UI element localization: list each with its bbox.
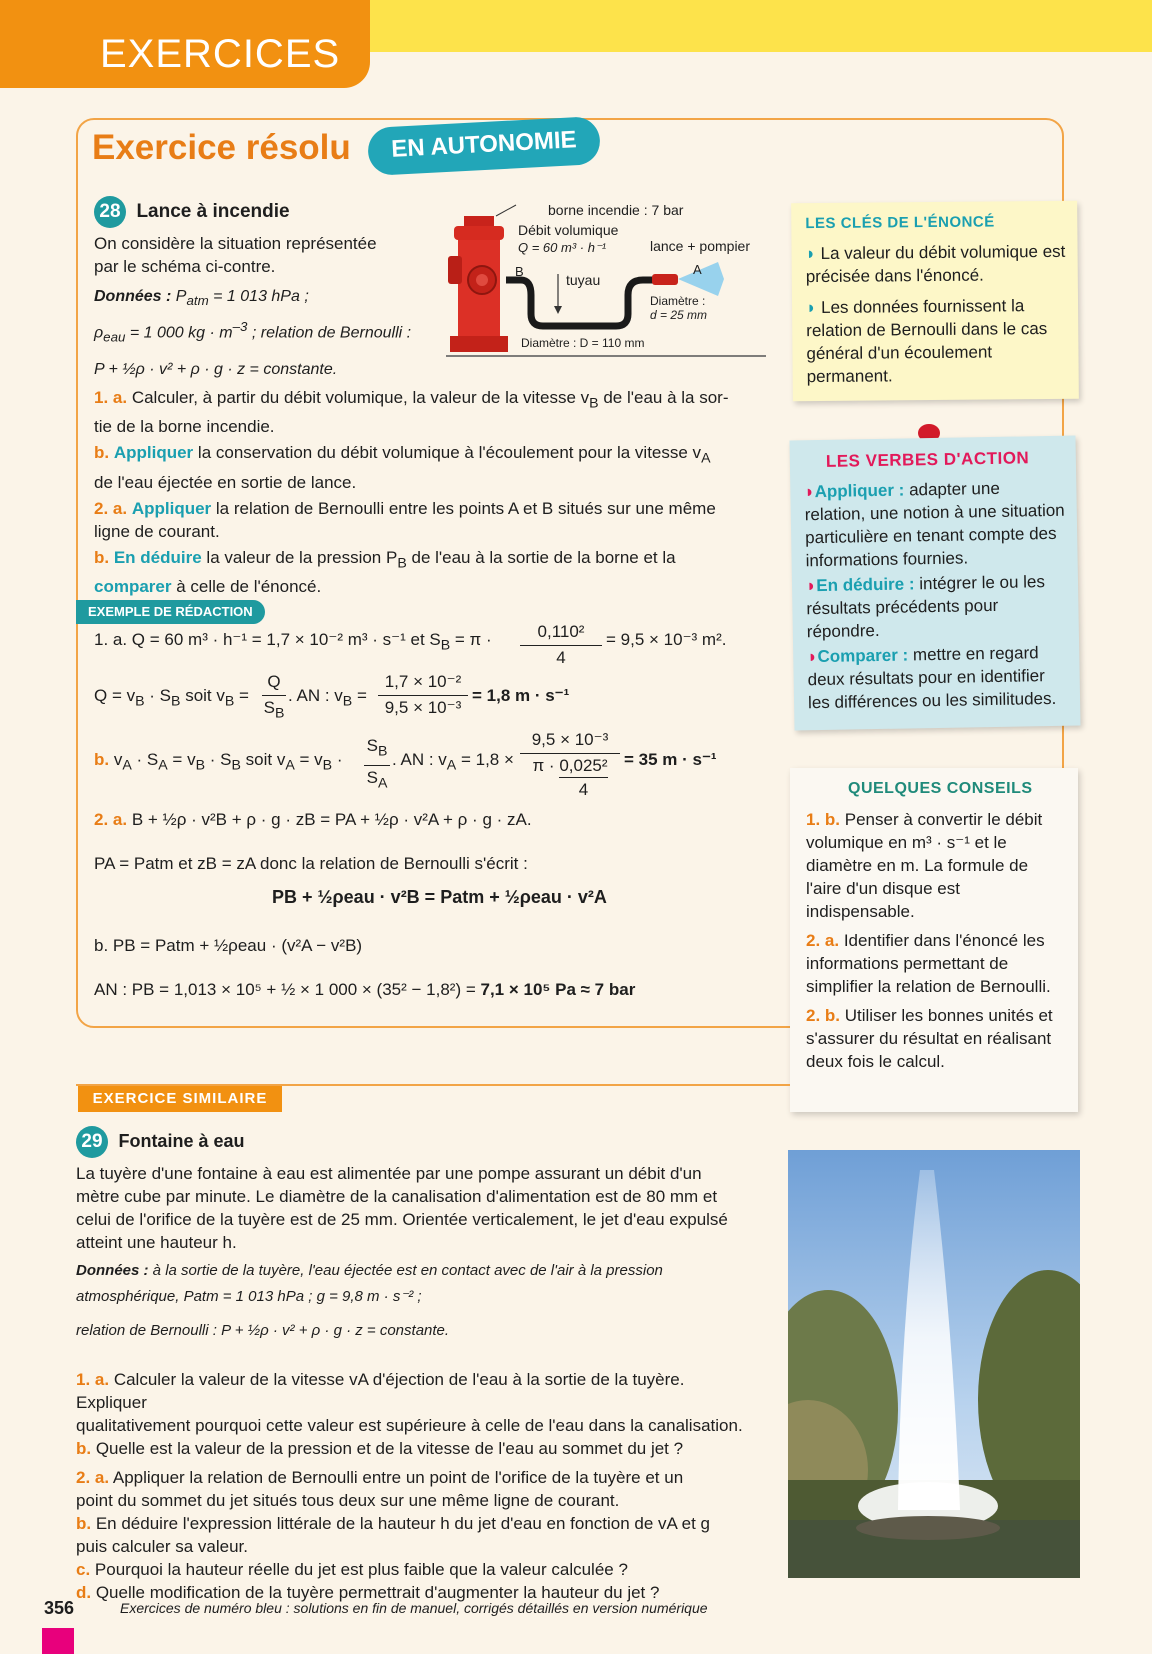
redaction-line-2-result: = 1,8 m · s⁻¹ <box>472 686 570 705</box>
redaction-line-3-an: . AN : $v_A = 1,8$ × <box>392 750 514 774</box>
exercise-29-data: Données : à la sortie de la tuyère, l'eau éjectée est en contact avec de l'air à la pression atmosphérique, Patm = 1 013 hPa ; g = 9,8 m · s⁻² ; relation de Bernoulli : P + ½ρ · v² + ρ · g · z = constante. <box>76 1262 663 1339</box>
question-1b: b. Appliquer la conservation du débit volumique à l'écoulement pour la vitesse $v_A$ <box>94 443 711 467</box>
verb-en-deduire: ◗En déduire : intégrer le ou les résultats précédents pour répondre. <box>805 572 1046 642</box>
diagram-label-debit-value: Q = 60 m³ · h⁻¹ <box>518 240 607 255</box>
exercise-28-data: Données : $P_{atm} = 1$ 013 hPa ; $\rho_{eau} = 1$ 000 kg · $m^{-3}$ ; relation de Bernoulli : P + ½ρ · v² + ρ · g · z = constante. <box>94 284 454 383</box>
autonomie-badge: EN AUTONOMIE <box>367 116 601 176</box>
redaction-line-2: $Q = v_B \cdot S_B$ soit $v_B$ = <box>94 686 249 710</box>
exercise-number-badge: 29 <box>76 1126 108 1158</box>
redaction-tag: EXEMPLE DE RÉDACTION <box>76 600 265 624</box>
fraction-area-sb: 0,110² 4 <box>520 620 602 669</box>
redaction-line-5: PA = Patm et zB = zA donc la relation de Bernoulli s'écrit : <box>94 854 528 873</box>
exercise-29-statement: La tuyère d'une fontaine à eau est alimentée par une pompe assurant un débit d'un mètre cube par minute. Le diamètre de la canalisation d'alimentation est de 80 mm et celui de l'orifice de la tuyère est de 25 mm. Orientée verticalement, le jet d'eau expulsé atteint une hauteur h. <box>76 1164 728 1252</box>
advice-note: QUELQUES CONSEILS 1. b. Penser à convertir le débit volumique en m³ · s⁻¹ et le diamètre en m. La formule de l'aire d'un disque est indispensable. 2. a. Identifier dans l'énoncé les informations permettant de simplifier la relation de Bernoulli. 2. b. Utiliser les bonnes unités et s'assurer du résultat en réalisant deux fois le calcul. <box>790 768 1078 1112</box>
diagram-label-big-diameter: Diamètre : D = 110 mm <box>521 336 645 350</box>
diagram-label-small-diameter: Diamètre : d = 25 mm <box>650 294 708 322</box>
fountain-photo <box>788 1150 1080 1578</box>
footer-color-mark <box>42 1628 74 1654</box>
fraction-sb-sa: $S_B$ $S_A$ <box>364 734 390 796</box>
section-title: EXERCICES <box>100 32 341 76</box>
exercise-28-intro: On considère la situation représentée par le schéma ci-contre. <box>94 234 377 276</box>
exercise-28-questions: 1. a. Calculer, à partir du débit volumique, la valeur de la vitesse $v_B$ de l'eau à la sor- tie de la borne incendie. b. Appliquer la conservation du débit volumique à l'écoulement pour la vitesse $v_A$ de l'eau éjectée en sortie de lance. 2. a. Appliquer la relation de Bernoulli entre les points A et B situés sur une même ligne de courant. b. En déduire la valeur de la pression $P_B$ de l'eau à la sortie de la borne et la comparer à celle de l'énoncé. <box>94 386 754 598</box>
diagram-label-borne: borne incendie : 7 bar <box>548 202 684 218</box>
exercise-title: Fontaine à eau <box>118 1131 245 1151</box>
exercise-title: Lance à incendie <box>136 201 290 222</box>
advice-2a: 2. a. Identifier dans l'énoncé les informations permettant de simplifier la relation de Bernoulli. <box>806 931 1051 996</box>
diagram-point-a: A <box>693 262 702 277</box>
advice-1b: 1. b. Penser à convertir le débit volumique en m³ · s⁻¹ et le diamètre en m. La formule de l'aire d'un disque est indispensable. <box>806 810 1043 921</box>
fraction-vb: 1,7 × 10⁻² 9,5 × 10⁻³ <box>378 670 468 719</box>
verb-comparer: ◗Comparer : mettre en regard deux résultats pour en identifier les différences ou les similitudes. <box>807 643 1057 713</box>
exercise-number-badge: 28 <box>94 196 126 228</box>
exercise-29-header <box>76 1126 244 1158</box>
bernoulli-formula: P + ½ρ · v² + ρ · g · z = constante. <box>94 360 338 378</box>
page-number: 356 <box>44 1598 75 1618</box>
diagram-label-lance: lance + pompier <box>650 238 751 254</box>
resolved-exercise-title: Exercice résolu <box>92 128 351 167</box>
redaction-line-6: PB + ½ρeau · v²B = Patm + ½ρeau · v²A <box>272 887 607 907</box>
footer-note: Exercices de numéro bleu : solutions en fin de manuel, corrigés détaillés en version numérique <box>120 1600 708 1616</box>
redaction-line-3-result: = 35 m · s⁻¹ <box>624 750 717 769</box>
fraction-va: 9,5 × 10⁻³ π · $\frac{\text{0,025²}}{4}$ <box>520 728 620 801</box>
advice-2b: 2. b. Utiliser les bonnes unités et s'assurer du résultat en réalisant deux fois le calcul. <box>806 1006 1053 1071</box>
redaction-line-1-result: = 9,5 × 10⁻³ m². <box>606 630 727 649</box>
verb-appliquer: ◗Appliquer : adapter une relation, une notion à une situation particulière en tenant compte des informations fournies. <box>804 478 1065 571</box>
question-2b: b. En déduire la valeur de la pression $P_B$ de l'eau à la sortie de la borne et la <box>94 547 676 572</box>
keys-note: LES CLÉS DE L'ÉNONCÉ ◗ La valeur du débit volumique est précisée dans l'énoncé. ◗ Les données fournissent la relation de Bernoulli dans le cas général d'un écoulement permanent. <box>791 201 1079 401</box>
redaction-line-8: AN : PB = 1,013 × 10⁵ + ½ × 1 000 × (35² − 1,8²) = 7,1 × 10⁵ Pa ≈ 7 bar <box>94 980 636 999</box>
redaction-line-7: b. PB = Patm + ½ρeau · (v²A − v²B) <box>94 936 363 955</box>
similar-exercise-tag: EXERCICE SIMILAIRE <box>78 1086 282 1112</box>
question-2a: 2. a. Appliquer la relation de Bernoulli entre les points A et B situés sur une même <box>94 498 716 518</box>
keys-point-2: ◗ Les données fournissent la relation de Bernoulli dans le cas général d'un écoulement permanent. <box>805 296 1048 387</box>
redaction-line-2-an: . AN : $v_B$ = <box>288 686 367 710</box>
action-verbs-note: LES VERBES D'ACTION ◗Appliquer : adapter une relation, une notion à une situation particulière en tenant compte des informations fournies. ◗En déduire : intégrer le ou les résultats précédents pour répondre. ◗Comparer : mettre en regard deux résultats pour en identifier les différences ou les similitudes. <box>789 436 1080 731</box>
fraction-q-sb: Q $S_B$ <box>262 670 286 725</box>
redaction-line-3: b. $v_A \cdot S_A = v_B \cdot S_B$ soit $v_A = v_B$ · <box>94 750 343 774</box>
diagram-point-b: B <box>515 264 524 279</box>
diagram-label-tuyau: tuyau <box>566 272 601 288</box>
exercise-28-header <box>94 196 290 228</box>
exercise-29-questions: 1. a. Calculer la valeur de la vitesse vA d'éjection de l'eau à la sortie de la tuyère. Expliquer qualitativement pourquoi cette valeur est supérieure à celle de l'eau dans la canalisation. b. Quelle est la valeur de la pression et de la vitesse de l'eau au sommet du jet ? 2. a. Appliquer la relation de Bernoulli entre un point de l'orifice de la tuyère et un point du sommet du jet situés tous deux sur une même ligne de courant. b. En déduire l'expression littérale de la hauteur h du jet d'eau en fonction de vA et g puis calculer sa valeur. c. Pourquoi la hauteur réelle du jet est plus faible que la valeur calculée ? d. Quelle modification de la tuyère permettrait d'augmenter la hauteur du jet ? <box>76 1370 743 1602</box>
keys-point-1: ◗ La valeur du débit volumique est précisée dans l'énoncé. <box>805 241 1066 287</box>
redaction-line-1: 1. a. Q = 60 m³ · h⁻¹ = 1,7 × 10⁻² m³ · s⁻¹ et $S_B = \pi$ · <box>94 630 492 654</box>
question-1a: 1. a. Calculer, à partir du débit volumique, la valeur de la vitesse $v_B$ de l'eau à la sor- <box>94 388 729 412</box>
diagram-label-debit: Débit volumique <box>518 222 619 238</box>
redaction-line-4: 2. a. B + ½ρ · v²B + ρ · g · zB = PA + ½ρ · v²A + ρ · g · zA. <box>94 810 532 829</box>
